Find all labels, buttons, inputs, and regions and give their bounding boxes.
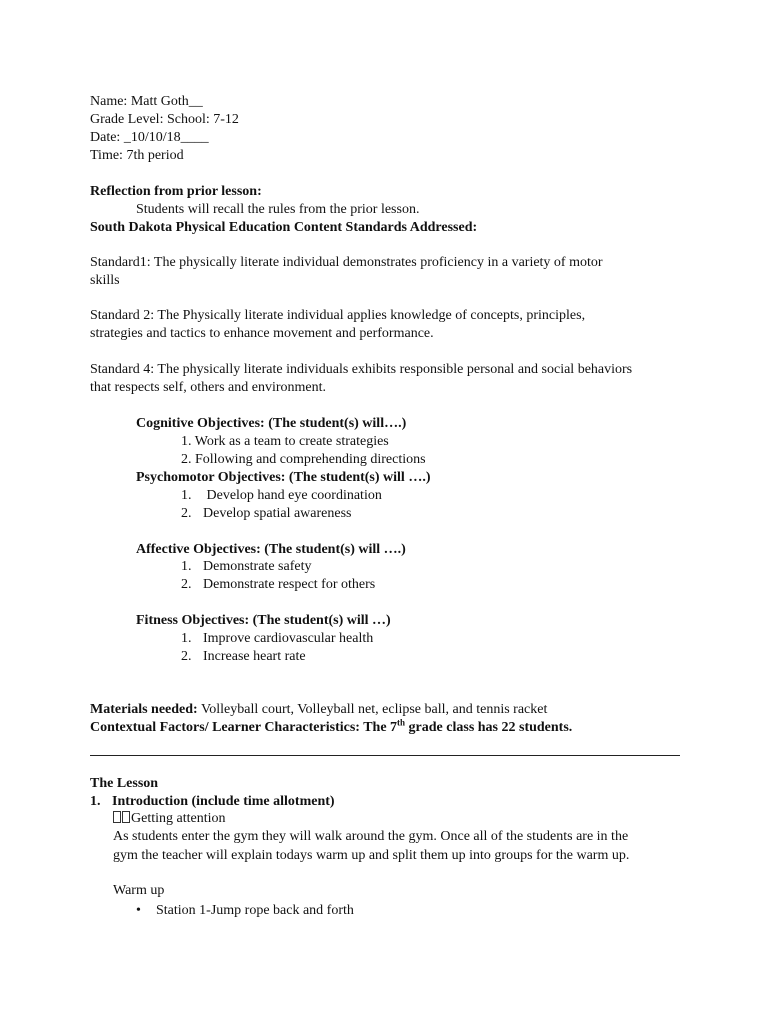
station-1-bullet-item: • Station 1-Jump rope back and forth <box>136 903 354 918</box>
fitness-objectives-heading: Fitness Objectives: (The student(s) will …) <box>136 613 391 628</box>
fitness-item-2: 2. Increase heart rate <box>181 649 306 664</box>
standard-4-line-2: that respects self, others and environment. <box>90 380 326 395</box>
psychomotor-item-2: 2. Develop spatial awareness <box>181 506 352 521</box>
reflection-text: Students will recall the rules from the prior lesson. <box>136 202 420 217</box>
bullet-icon: • <box>136 903 141 918</box>
date-line: Date: _10/10/18____ <box>90 130 209 145</box>
materials-label: Materials needed: <box>90 702 198 717</box>
materials-line <box>90 701 547 719</box>
standard-4-line-1: Standard 4: The physically literate individuals exhibits responsible personal and social behaviors <box>90 362 633 377</box>
standard-2-line-2: strategies and tactics to enhance movement and performance. <box>90 326 434 341</box>
psychomotor-item-1: 1. Develop hand eye coordination <box>181 488 382 503</box>
intro-paragraph-line-1: As students enter the gym they will walk around the gym. Once all of the students are in the <box>113 829 629 844</box>
affective-objectives-heading: Affective Objectives: (The student(s) will ….) <box>136 542 406 557</box>
standard-2-line-1: Standard 2: The Physically literate individual applies knowledge of concepts, principles, <box>90 308 586 323</box>
horizontal-divider <box>90 755 680 756</box>
introduction-heading: 1. Introduction (include time allotment) <box>90 794 335 809</box>
standard-1-line-2: skills <box>90 273 120 288</box>
grade-level-line: Grade Level: School: 7-12 <box>90 112 239 127</box>
cognitive-item-2: 2. Following and comprehending directions <box>181 452 426 467</box>
affective-item-1: 1. Demonstrate safety <box>181 559 312 574</box>
contextual-factors-line: Contextual Factors/ Learner Characteristics: The 7th grade class has 22 students. <box>90 717 573 735</box>
standard-1-line-1: Standard1: The physically literate individual demonstrates proficiency in a variety of motor <box>90 255 603 270</box>
standards-heading: South Dakota Physical Education Content Standards Addressed: <box>90 220 478 235</box>
name-line: Name: Matt Goth__ <box>90 94 203 109</box>
getting-attention-line: Getting attention <box>113 810 225 828</box>
intro-paragraph-line-2: gym the teacher will explain todays warm up and split them up into groups for the warm up. <box>113 848 630 863</box>
affective-item-2: 2. Demonstrate respect for others <box>181 577 376 592</box>
time-line: Time: 7th period <box>90 148 184 163</box>
unknown-glyph-icon <box>113 811 121 823</box>
unknown-glyph-icon <box>122 811 130 823</box>
materials-text: Volleyball court, Volleyball net, eclipse ball, and tennis racket <box>197 702 548 717</box>
lesson-heading: The Lesson <box>90 776 159 791</box>
cognitive-objectives-heading: Cognitive Objectives: (The student(s) will….) <box>136 416 407 431</box>
reflection-heading: Reflection from prior lesson: <box>90 184 262 199</box>
fitness-item-1: 1. Improve cardiovascular health <box>181 631 374 646</box>
warm-up-label: Warm up <box>113 883 165 898</box>
psychomotor-objectives-heading: Psychomotor Objectives: (The student(s) will ….) <box>136 470 431 485</box>
cognitive-item-1: 1. Work as a team to create strategies <box>181 434 389 449</box>
